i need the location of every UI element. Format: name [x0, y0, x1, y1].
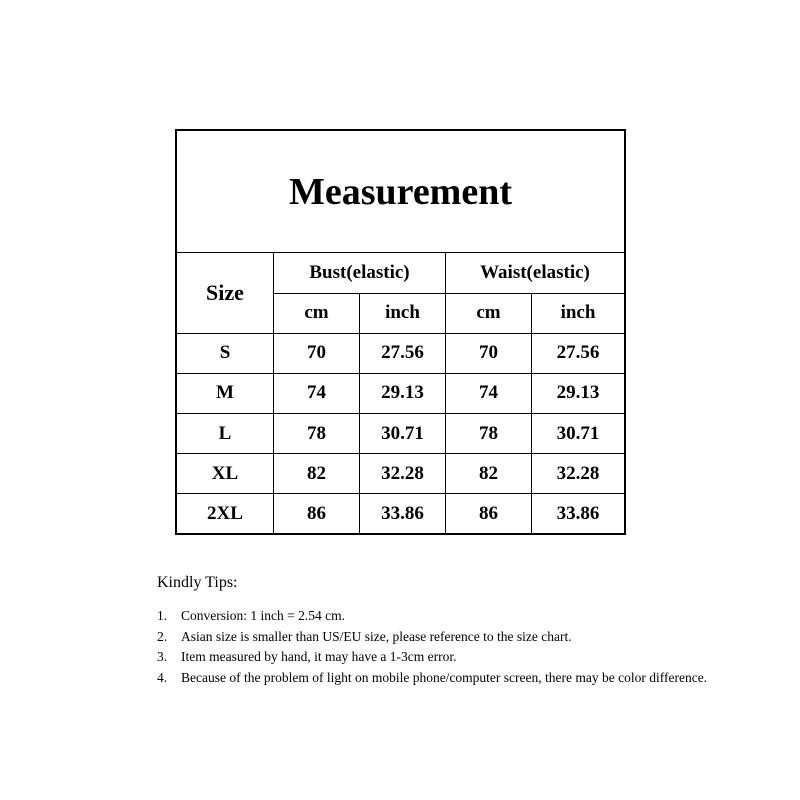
cell-waist-cm: 86 [446, 494, 532, 534]
header-bust: Bust(elastic) [274, 253, 446, 293]
tip-text: Item measured by hand, it may have a 1-3cm error. [181, 649, 457, 664]
table-title: Measurement [176, 130, 625, 253]
tip-number: 2. [157, 628, 168, 644]
cell-bust-in: 33.86 [360, 494, 446, 534]
tip-number: 4. [157, 669, 168, 685]
cell-size: M [176, 373, 274, 413]
cell-waist-cm: 82 [446, 454, 532, 494]
cell-bust-cm: 78 [274, 414, 360, 454]
table-row [176, 454, 625, 494]
cell-size: L [176, 414, 274, 454]
cell-bust-in: 29.13 [360, 373, 446, 413]
table-row [176, 414, 625, 454]
cell-waist-in: 29.13 [532, 373, 626, 413]
cell-waist-in: 32.28 [532, 454, 626, 494]
cell-waist-in: 27.56 [532, 333, 626, 373]
tip-item [157, 647, 757, 668]
cell-waist-cm: 78 [446, 414, 532, 454]
cell-bust-in: 30.71 [360, 414, 446, 454]
tip-text: Because of the problem of light on mobile phone/computer screen, there may be color difference. [181, 669, 708, 685]
header-waist-cm: cm [446, 293, 532, 333]
cell-bust-in: 27.56 [360, 333, 446, 373]
cell-waist-in: 33.86 [532, 494, 626, 534]
tips-list [157, 606, 757, 688]
tip-text: Asian size is smaller than US/EU size, please reference to the size chart. [181, 628, 572, 644]
cell-waist-in: 30.71 [532, 414, 626, 454]
cell-bust-cm: 74 [274, 373, 360, 413]
cell-bust-cm: 86 [274, 494, 360, 534]
cell-bust-cm: 70 [274, 333, 360, 373]
cell-size: S [176, 333, 274, 373]
tips-title: Kindly Tips: [157, 574, 238, 591]
table-row [176, 333, 625, 373]
header-bust-inch: inch [360, 293, 446, 333]
size-chart-table [175, 129, 626, 535]
tip-number: 3. [157, 649, 168, 664]
tip-item [157, 668, 757, 689]
tip-number: 1. [157, 608, 168, 623]
header-waist-inch: inch [532, 293, 626, 333]
tip-item [157, 606, 757, 627]
cell-size: XL [176, 454, 274, 494]
header-waist: Waist(elastic) [446, 253, 626, 293]
cell-bust-in: 32.28 [360, 454, 446, 494]
tip-item [157, 627, 757, 648]
table-row [176, 373, 625, 413]
tip-text: Conversion: 1 inch = 2.54 cm. [181, 608, 345, 623]
table-row [176, 494, 625, 534]
cell-bust-cm: 82 [274, 454, 360, 494]
header-size: Size [176, 253, 274, 333]
header-bust-cm: cm [274, 293, 360, 333]
cell-size: 2XL [176, 494, 274, 534]
cell-waist-cm: 74 [446, 373, 532, 413]
cell-waist-cm: 70 [446, 333, 532, 373]
